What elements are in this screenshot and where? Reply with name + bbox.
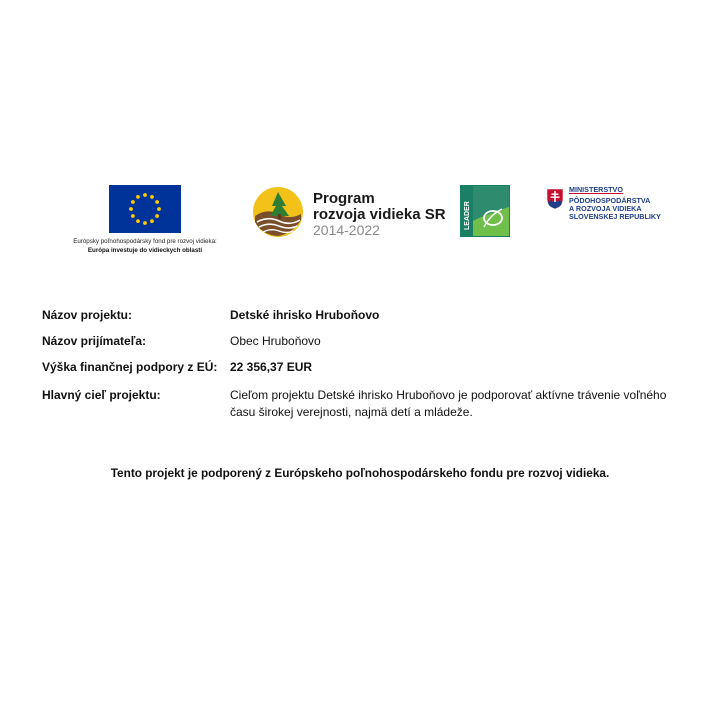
goal-label: Hlavný cieľ projektu: [42,388,161,402]
leader-logo-text: LEADER [464,201,471,230]
slovak-coat-of-arms-icon [546,188,564,210]
eu-caption-line1: Európsky poľnohospodársky fond pre rozvoj vidieka: [73,238,217,245]
prv-title-line1: Program [313,190,375,207]
funding-statement: Tento projekt je podporený z Európskeho poľnohospodárskeho fondu pre rozvoj vidieka. [110,466,610,480]
ministry-line2: PÔDOHOSPODÁRSTVA [569,196,651,205]
ministry-line1: MINISTERSTVO [569,185,623,194]
ministry-line4: SLOVENSKEJ REPUBLIKY [569,212,661,221]
prv-emblem-logo [252,186,304,238]
project-name-label: Názov projektu: [42,308,133,322]
prv-title-line2: rozvoja vidieka SR [313,206,446,223]
project-name-value: Detské ihrisko Hruboňovo [230,308,380,322]
goal-value: Cieľom projektu Detské ihrisko Hruboňovo je podporovať aktívne trávenie voľného času širokej verejnosti, najmä detí a mládeže. [230,388,667,419]
eu-flag-logo [109,185,181,233]
support-value: 22 356,37 EUR [230,360,313,374]
leader-logo [460,185,510,237]
prv-years: 2014-2022 [313,222,380,238]
ministry-line3: A ROZVOJA VIDIEKA [569,204,642,213]
recipient-label: Názov prijímateľa: [42,334,146,348]
recipient-value: Obec Hruboňovo [230,334,321,348]
support-label: Výška finančnej podpory z EÚ: [42,360,218,374]
eu-caption-line2: Európa investuje do vidieckych oblastí [87,247,203,254]
